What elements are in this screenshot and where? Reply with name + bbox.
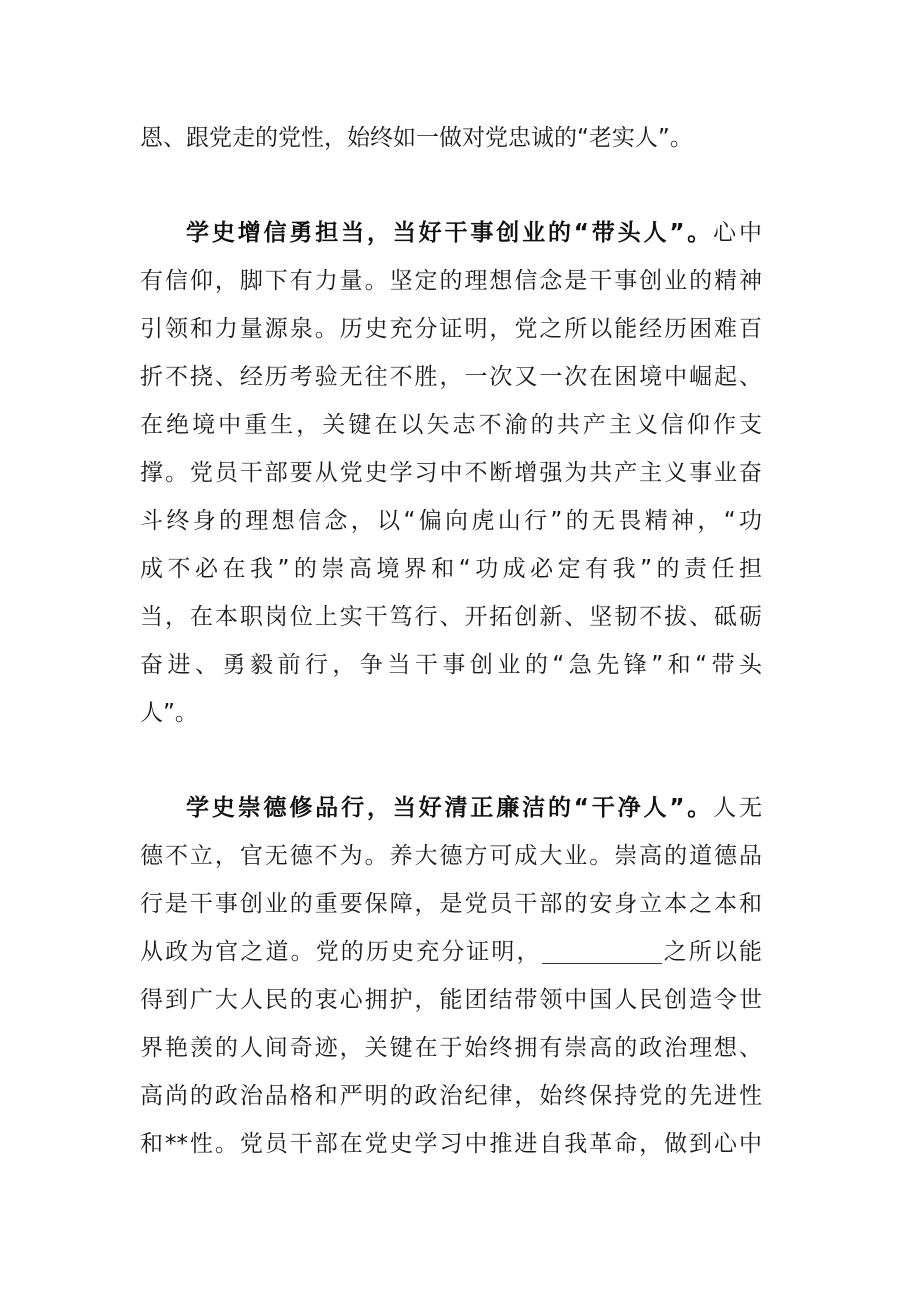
paragraph-2-line-1-rest: 人无 bbox=[713, 795, 762, 821]
paragraph-2-line-4-before: 从政为官之道。党的历史充分证明， bbox=[140, 939, 542, 965]
paragraph-1-line: 斗终身的理想信念，以“偏向虎山行”的无畏精神，“功 bbox=[140, 508, 762, 534]
document-page bbox=[140, 114, 762, 1168]
paragraph-2-line-4 bbox=[140, 928, 762, 976]
paragraph-1-line-1-rest: 心中 bbox=[713, 220, 762, 246]
paragraph-2-line: 得到广大人民的衷心拥护，能团结带领中国人民创造令世 bbox=[140, 987, 762, 1013]
paragraph-2-line: 德不立，官无德不为。养大德方可成大业。崇高的道德品 bbox=[140, 843, 762, 869]
fill-in-blank bbox=[542, 933, 662, 964]
section-heading-faith: 学史增信勇担当，当好干事创业的“带头人”。 bbox=[186, 220, 714, 246]
paragraph-2-line: 界艳羡的人间奇迹，关键在于始终拥有崇高的政治理想、 bbox=[140, 1035, 762, 1061]
paragraph-1-line-last: 人”。 bbox=[140, 700, 198, 726]
paragraph-1-line: 引领和力量源泉。历史充分证明，党之所以能经历困难百 bbox=[140, 316, 762, 342]
paragraph-1-line: 撑。党员干部要从党史学习中不断增强为共产主义事业奋 bbox=[140, 460, 762, 486]
paragraph-1-line: 奋进、勇毅前行，争当干事创业的“急先锋”和“带头 bbox=[140, 652, 762, 678]
paragraph-2-line: 行是干事创业的重要保障，是党员干部的安身立本之本和 bbox=[140, 891, 762, 917]
paragraph-0-line-1: 恩、跟党走的党性，始终如一做对党忠诚的“老实人”。 bbox=[140, 125, 693, 151]
paragraph-1-line: 在绝境中重生，关键在以矢志不渝的共产主义信仰作支 bbox=[140, 412, 762, 438]
paragraph-1-line: 折不挠、经历考验无往不胜，一次又一次在困境中崛起、 bbox=[140, 364, 762, 390]
paragraph-2-line: 和**性。党员干部在党史学习中推进自我革命，做到心中 bbox=[140, 1131, 762, 1157]
paragraph-gap bbox=[140, 737, 762, 784]
section-heading-integrity: 学史崇德修品行，当好清正廉洁的“干净人”。 bbox=[186, 795, 714, 821]
paragraph-2-line-1 bbox=[140, 784, 762, 832]
paragraph-gap bbox=[140, 162, 762, 209]
paragraph-2-line-4-after: 之所以能 bbox=[661, 939, 762, 965]
paragraph-2-line: 高尚的政治品格和严明的政治纪律，始终保持党的先进性 bbox=[140, 1083, 762, 1109]
paragraph-1-line: 当，在本职岗位上实干笃行、开拓创新、坚韧不拔、砥砺 bbox=[140, 604, 762, 630]
paragraph-1-line: 有信仰，脚下有力量。坚定的理想信念是干事创业的精神 bbox=[140, 268, 762, 294]
paragraph-1-line: 成不必在我”的崇高境界和“功成必定有我”的责任担 bbox=[140, 556, 762, 582]
paragraph-1-line-1 bbox=[140, 209, 762, 257]
